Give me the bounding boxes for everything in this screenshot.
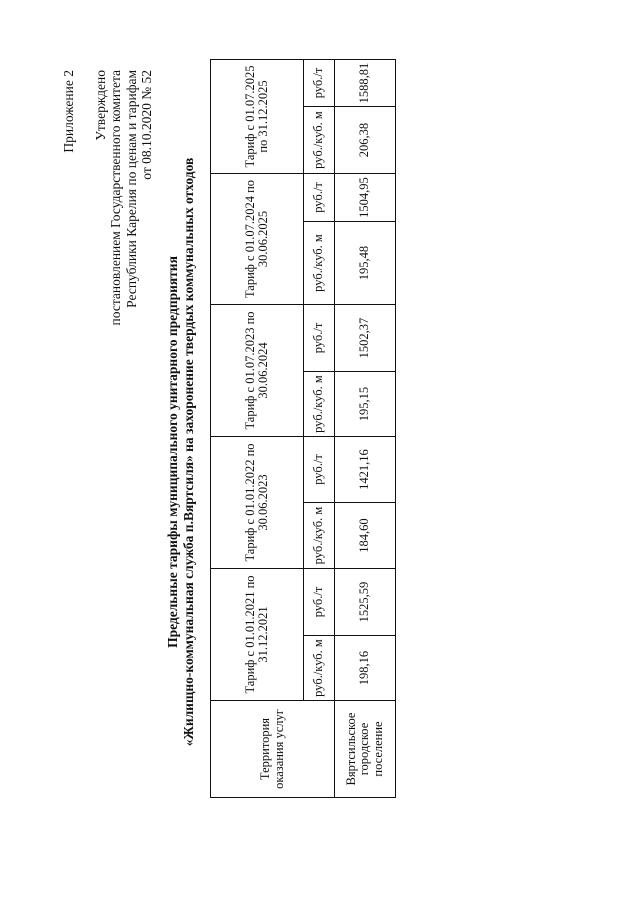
tariff-value: 1588,81: [335, 60, 396, 107]
document-page: [15, 12, 625, 892]
period-header: Тариф с 01.07.2023 по 30.06.2024: [211, 305, 304, 437]
approval-line-3: от 08.10.2020 № 52: [139, 70, 154, 180]
unit-header: руб./т: [304, 437, 335, 503]
tariff-table: [210, 59, 396, 798]
unit-header: руб./т: [304, 60, 335, 107]
period-header: Тариф с 01.07.2025 по 31.12.2025: [211, 60, 304, 174]
unit-header: руб./т: [304, 174, 335, 222]
title-line-2: «Жилищно-коммунальная служба п.Вяртсиля» на захоронение твердых коммунальных отходов: [180, 157, 196, 747]
tariff-value: 206,38: [335, 107, 396, 174]
unit-header: руб./куб. м: [304, 222, 335, 305]
tariff-value: 184,60: [335, 503, 396, 569]
unit-header: руб./куб. м: [304, 372, 335, 437]
tariff-value: 195,48: [335, 222, 396, 305]
unit-header: руб./куб. м: [304, 636, 335, 701]
approved-label: Утверждено: [92, 70, 108, 141]
territory-cell: Вяртсильское городское поселение: [335, 701, 396, 798]
table-header-row: [211, 60, 304, 798]
tariff-value: 195,15: [335, 372, 396, 437]
tariff-value: 1421,16: [335, 437, 396, 503]
tariff-value: 1502,37: [335, 305, 396, 372]
period-header: Тариф с 01.01.2021 по 31.12.2021: [211, 569, 304, 701]
units-row: [304, 60, 335, 798]
unit-header: руб./т: [304, 569, 335, 636]
table-row: [335, 60, 396, 798]
title-line-1: Предельные тарифы муниципального унитарного предприятия: [165, 256, 180, 648]
appendix-number: Приложение 2: [61, 70, 76, 153]
territory-header: Территория оказания услуг: [211, 701, 335, 798]
approval-block: [61, 70, 155, 325]
period-header: Тариф с 01.07.2024 по 30.06.2025: [211, 174, 304, 305]
approval-line-2: Республики Карелия по ценам и тарифам: [123, 70, 139, 308]
tariff-value: 198,16: [335, 636, 396, 701]
document-title: [165, 12, 196, 892]
approval-line-1: постановлением Государственного комитета: [108, 70, 123, 326]
unit-header: руб./куб. м: [304, 503, 335, 569]
unit-header: руб./т: [304, 305, 335, 372]
unit-header: руб./куб. м: [304, 107, 335, 174]
tariff-value: 1525,59: [335, 569, 396, 636]
period-header: Тариф с 01.01.2022 по 30.06.2023: [211, 437, 304, 569]
tariff-value: 1504,95: [335, 174, 396, 222]
